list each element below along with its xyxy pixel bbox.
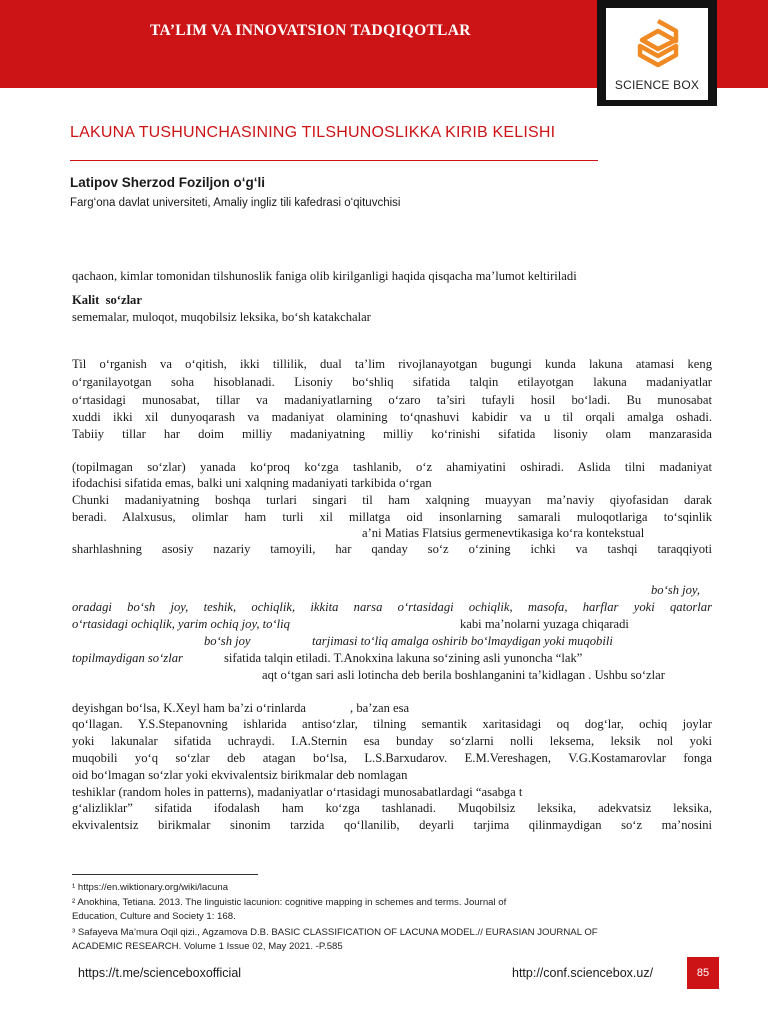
body-line: (topilmagan so‘zlar) yanada ko‘proq ko‘zga tashlanib, o‘z ahamiyatini oshiradi. Aslida tilni madaniyat — [72, 460, 712, 474]
telegram-link[interactable]: https://t.me/scienceboxofficial — [78, 966, 242, 980]
body-line: o‘rtasidagi munosabat, tillar va madaniyatlarning o‘zaro ta’siri tufayli hosil bo‘ladi. Bu munosabat — [72, 393, 712, 407]
keywords-label: Kalit so‘zlar — [72, 293, 142, 307]
body-line: muqobili yo‘q so‘zlar deb atagan bo‘lsa, L.S.Barxudarov. E.M.Vereshagen, V.G.Kostamarovlar fonga — [72, 751, 712, 765]
page-number: 85 — [687, 957, 719, 989]
title-divider — [70, 160, 598, 161]
body-line-italic: o‘rtasidagi ochiqlik, yarim ochiq joy, to‘liq — [72, 617, 290, 631]
abstract-line: qachaon, kimlar tomonidan tilshunoslik faniga olib kirilganligi haqida qisqacha ma’lumot keltiriladi — [72, 269, 577, 283]
journal-title: TA’LIM VA INNOVATSION TADQIQOTLAR — [150, 22, 471, 39]
body-line: ifodachisi sifatida emas, balki uni xalqning madaniyati tarkibida o‘rgan — [72, 476, 432, 490]
author-affiliation: Farg‘ona davlat universiteti, Amaliy ingliz tili kafedrasi o‘qituvchisi — [70, 197, 401, 209]
body-line: g‘alizliklar” sifatida ifodalash ham ko‘zga tashlanadi. Muqobilsiz leksika, adekvatsiz leksika, — [72, 801, 712, 815]
author-name: Latipov Sherzod Foziljon o‘g‘li — [70, 175, 265, 190]
science-box-logo-icon — [636, 18, 680, 68]
footnote: ¹ https://en.wiktionary.org/wiki/lacuna — [72, 882, 229, 893]
footnote: ³ Safayeva Ma’mura Oqil qizi., Agzamova D.B. BASIC CLASSIFICATION OF LACUNA MODEL.// EURASIAN JOURNAL OF — [72, 927, 598, 938]
body-line: a’ni Matias Flatsius germenevtikasiga ko‘ra kontekstual — [362, 526, 645, 540]
body-line-italic: tarjimasi to‘liq amalga oshirib bo‘lmaydigan yoki muqobili — [312, 634, 613, 648]
body-line: aqt o‘tgan sari asli lotincha deb berila boshlanganini ta’kidlagan . Ushbu so‘zlar — [262, 668, 665, 682]
body-line: oid bo‘lmagan so‘zlar yoki ekvivalentsiz birikmalar deb nomlagan — [72, 768, 408, 782]
footnote: ACADEMIC RESEARCH. Volume 1 Issue 02, May 2021. -P.585 — [72, 941, 343, 952]
keywords-text: sememalar, muloqot, muqobilsiz leksika, bo‘sh katakchalar — [72, 310, 371, 324]
body-line: beradi. Alalxusus, olimlar ham turli xil millatga oid insonlarning samarali muloqotlariga to‘sqinlik — [72, 510, 712, 524]
body-line: Til o‘rganish va o‘qitish, ikki tillilik, dual ta’lim rivojlanayotgan bugungi kunda lakuna atamasi keng — [72, 357, 712, 371]
body-line-italic: bo‘sh joy, — [651, 583, 700, 597]
body-line: teshiklar (random holes in patterns), madaniyatlar o‘rtasidagi munosabatlardagi “asabga t — [72, 785, 523, 799]
body-line: deyishgan bo‘lsa, K.Xeyl ham ba’zi o‘rinlarda , ba’zan esa — [72, 701, 410, 715]
body-line: sifatida talqin etiladi. T.Anokxina lakuna so‘zining asli yunoncha “lak” — [224, 651, 583, 665]
body-line: Chunki madaniyatning boshqa turlari singari til ham xalqning muayyan ma’naviy qiyofasidan darak — [72, 493, 712, 507]
body-line: xuddi ikki xil dunyoqarash va madaniyat olamining to‘qnashuvi kabidir va u til orqali amalga oshadi. — [72, 410, 712, 424]
body-line-italic: topilmaydigan so‘zlar — [72, 651, 183, 665]
footnote: ² Anokhina, Tetiana. 2013. The linguistic lacunion: cognitive mapping in schemes and terms. Journal of — [72, 897, 507, 908]
body-line-italic: oradagi bo‘sh joy, teshik, ochiqlik, ikkita narsa o‘rtasidagi ochiqlik, masofa, harflar yoki qatorlar — [72, 600, 712, 614]
body-line: qo‘llagan. Y.S.Stepanovning ishlarida antiso‘zlar, tilning semantik xaritasidagi oq dog‘lar, ochiq joylar — [72, 717, 712, 731]
body-line: kabi ma’nolarni yuzaga chiqaradi — [460, 617, 629, 631]
body-line: yoki lakunalar sifatida uchraydi. I.A.Sternin esa bunday so‘zlarni nolli leksema, leksik nol yoki — [72, 734, 712, 748]
conference-link[interactable]: http://conf.sciencebox.uz/ — [512, 966, 654, 980]
brand-name: SCIENCE BOX — [614, 78, 700, 92]
body-line-italic: bo‘sh joy — [204, 634, 251, 648]
footnote-divider — [72, 874, 258, 875]
body-line: ekvivalentsiz birikmalar sinonim tarzida qo‘llanilib, deyarli tarjima qilinmaydigan so‘z ma’nosini — [72, 818, 712, 832]
article-title: LAKUNA TUSHUNCHASINING TILSHUNOSLIKKA KIRIB KELISHI — [70, 124, 556, 141]
body-line: Tabiiy tillar har doim milliy madaniyatning milliy ko‘rinishi sifatida lisoniy olam manzarasida — [72, 427, 712, 441]
body-line: sharhlashning asosiy nazariy tamoyili, har qanday so‘z o‘zining ichki va tashqi taraqqiyoti — [72, 542, 712, 556]
footnote: Education, Culture and Society 1: 168. — [72, 911, 236, 922]
body-line: o‘rganilayotgan soha hisoblanadi. Lisoniy bo‘shliq sifatida talqin etilayotgan lakuna madaniyatlar — [72, 375, 712, 389]
